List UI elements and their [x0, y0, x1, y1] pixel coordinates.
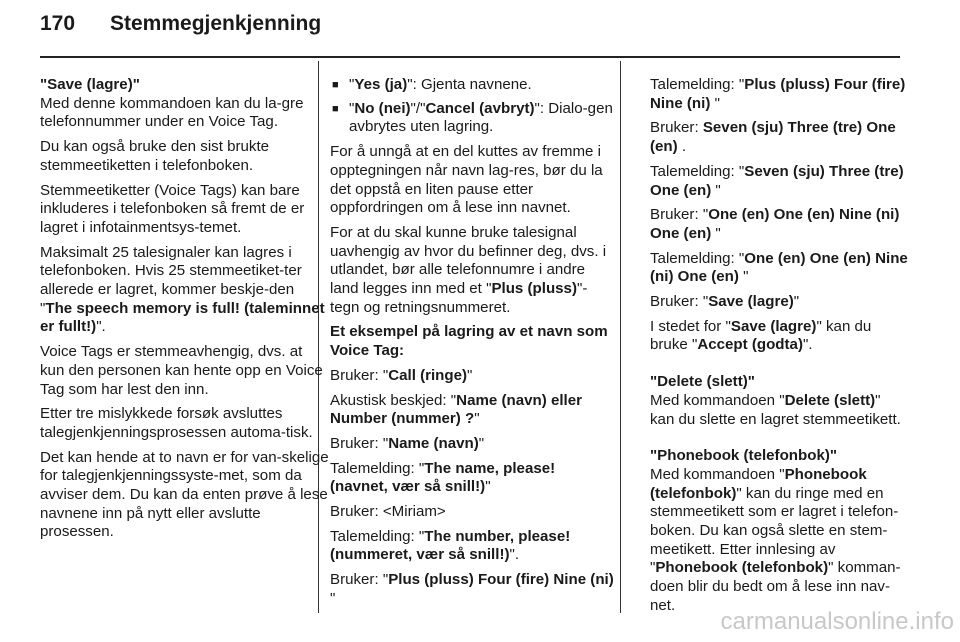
command: Plus (pluss) Four (fire) Nine (ni) — [650, 76, 906, 112]
command: Plus (pluss) — [491, 280, 577, 298]
dialog-line — [650, 250, 908, 287]
delete-heading: "Delete (slett)" — [650, 373, 755, 391]
command: Cancel (avbryt) — [425, 99, 535, 117]
text: " — [349, 76, 355, 93]
text: Talemelding: " — [650, 249, 745, 267]
text: " — [738, 268, 749, 286]
text: " komman-doen blir du bedt om å lese inn nav-net. — [650, 559, 901, 614]
text: ": Gjenta navnene. — [407, 76, 532, 93]
text: ". — [96, 318, 106, 336]
text: Bruker: " — [330, 434, 389, 452]
command: One (en) One (en) Nine (ni) One (en) — [650, 249, 908, 286]
text: " kan du ringe med en stemmeetikett som er lagret i telefon-boken. Du kan også slette en stem-meetikett. Etter innlesing av " — [650, 484, 899, 577]
text: ". — [802, 336, 813, 354]
dialog-line — [330, 435, 615, 454]
text: "/" — [410, 99, 426, 117]
dialog-line — [330, 460, 615, 497]
command: Yes (ja) — [354, 76, 408, 93]
column-2 — [330, 76, 615, 615]
text: Akustisk beskjed: " — [330, 391, 457, 409]
command: Seven (sju) Three (tre) One (en) — [650, 162, 904, 199]
text: Talemelding: " — [330, 459, 425, 477]
dialog-line — [650, 293, 908, 312]
text: I stedet for " — [650, 317, 731, 335]
text: " — [467, 366, 473, 384]
phonebook-heading: "Phonebook (telefonbok)" — [650, 447, 838, 465]
command: The number, please! (nummeret, vær så snill!) — [330, 527, 571, 564]
column-1 — [40, 76, 330, 548]
dialog-line — [330, 571, 615, 608]
text: Talemelding: " — [330, 527, 425, 545]
text: Bruker: — [650, 119, 703, 137]
paragraph — [330, 224, 615, 318]
page-title: Stemmegjenkjenning — [110, 12, 322, 35]
column-divider-2 — [620, 61, 621, 613]
command: Seven (sju) Three (tre) One (en) — [650, 119, 896, 156]
memory-full-message: The speech memory is full! (taleminnet er fullt!) — [40, 299, 325, 336]
command: Plus (pluss) Four (fire) Nine (ni) — [388, 571, 614, 589]
watermark: carmanualsonline.info — [720, 608, 954, 635]
dialog-line — [650, 119, 908, 156]
command: Delete (slett) — [784, 391, 876, 409]
command: Accept (godta) — [697, 336, 803, 354]
phonebook-section — [650, 447, 908, 615]
dialog-line — [650, 206, 908, 243]
text: " — [793, 293, 800, 311]
paragraph: Stemmeetiketter (Voice Tags) kan bare inkluderes i telefonboken så fremt de er lagret i infotainmentsys-temet. — [40, 181, 305, 236]
paragraph: Voice Tags er stemmeavhengig, dvs. at kun den personen kan hente opp en Voice Tag som har lest den inn. — [40, 343, 323, 398]
text: ": Dialo-gen avbrytes uten lagring. — [349, 99, 613, 136]
paragraph: Det kan hende at to navn er for van-skelige for talegjenkjenningssyste-met, som da avviser dem. Du kan da enten prøve å lese navnene inn på nytt eller avslutte prosessen. — [40, 448, 329, 541]
paragraph: Du kan også bruke den sist brukte stemmeetiketten i telefonboken. — [40, 138, 270, 174]
page-header — [40, 12, 321, 36]
dialog-line — [330, 367, 615, 386]
text: " — [474, 410, 480, 428]
text: " kan du bruke " — [650, 317, 872, 354]
text: Bruker: " — [650, 293, 709, 311]
command: No (nei) — [354, 99, 411, 117]
text: " — [330, 589, 336, 607]
text: " — [485, 478, 491, 496]
dialog-line — [330, 528, 615, 565]
dialog-line — [650, 76, 908, 113]
text: . — [677, 138, 687, 156]
text: ". — [509, 546, 520, 564]
save-heading: "Save (lagre)" — [40, 76, 140, 93]
page-number: 170 — [40, 12, 76, 35]
text: Bruker: " — [330, 366, 389, 384]
text: Maksimalt 25 talesignaler kan lagres i telefonboken. Hvis 25 stemmeetiket-ter allerede er lagret, kommer beskje-den " — [40, 243, 302, 317]
text: Bruker: " — [330, 571, 389, 589]
command: Save (lagre) — [730, 317, 817, 335]
save-body: Med denne kommandoen kan du la-gre telefonnummer under en Voice Tag. — [40, 94, 304, 131]
text: " — [349, 99, 355, 117]
text: "-tegn og retningsnummeret. — [330, 280, 588, 316]
command: One (en) One (en) Nine (ni) One (en) — [650, 206, 900, 242]
header-rule — [40, 56, 900, 58]
column-3 — [650, 76, 908, 622]
text: " kan du slette en lagret stemmeetikett. — [650, 391, 901, 428]
text: " — [710, 94, 720, 112]
paragraph — [40, 244, 330, 338]
paragraph — [650, 318, 908, 355]
dialog-line: Bruker: <Miriam> — [330, 503, 446, 521]
text: Talemelding: " — [650, 76, 745, 93]
dialog-line — [650, 163, 908, 200]
delete-section — [650, 373, 908, 429]
example-heading: Et eksempel på lagring av et navn som Voice Tag: — [330, 323, 608, 360]
command: Phonebook (telefonbok) — [650, 465, 867, 502]
paragraph: Etter tre mislykkede forsøk avsluttes talegjenkjenningsprosessen automa-tisk. — [40, 405, 313, 441]
option-list — [330, 76, 615, 137]
text: " — [711, 224, 721, 242]
command: Call (ringe) — [388, 366, 468, 384]
list-item — [330, 100, 615, 137]
text: For at du skal kunne bruke talesignal uavhengig av hvor du befinner deg, dvs. i utlandet, bør alle telefonnumre i andre land legges inn med et " — [330, 223, 607, 298]
save-section — [40, 76, 330, 132]
list-item — [330, 76, 615, 95]
text: Talemelding: " — [650, 162, 745, 180]
text: " — [711, 181, 721, 199]
command: Name (navn) eller Number (nummer) ? — [330, 391, 582, 428]
command: The name, please! (navnet, vær så snill!) — [330, 459, 556, 496]
paragraph: For å unngå at en del kuttes av fremme i opptegningen når navn lag-res, bør du la det oppstå en liten pause etter oppfordringen om å lese inn navnet. — [330, 143, 603, 217]
command: Save (lagre) — [708, 293, 794, 311]
text: " — [478, 434, 485, 452]
text: Bruker: " — [650, 206, 709, 224]
text: Med kommandoen " — [650, 465, 785, 483]
text: Med kommandoen " — [650, 391, 785, 409]
command: Name (navn) — [388, 434, 479, 452]
command: Phonebook (telefonbok) — [655, 559, 829, 577]
dialog-line — [330, 392, 615, 429]
